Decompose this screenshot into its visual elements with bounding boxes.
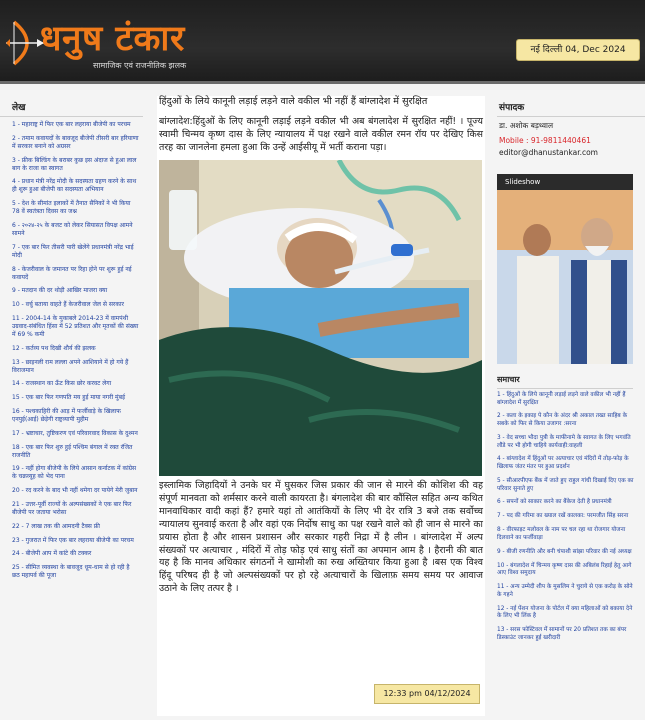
left-column bbox=[0, 96, 143, 720]
list-item[interactable]: 19 - नहीं होगा बीजेपी के लिये आसान कर्नाटक में कांग्रेस के चक्रव्यूह को भेद पाना bbox=[12, 465, 137, 481]
list-item[interactable]: 1 - हिंदुओं के लिये कानूनी लड़ाई लड़ने वाले वकील भी नहीं हैं बांग्लादेश में सुरक्षित bbox=[497, 392, 626, 406]
editor-info bbox=[497, 121, 645, 157]
list-item[interactable]: 24 - बीजेपी आप में कांटे की टक्कर bbox=[12, 550, 92, 558]
list-item[interactable]: 25 - सीमित व्यवस्था के बावजूद धूम-धाम से हो रही है छठ महापर्व की पूजा bbox=[12, 564, 130, 580]
news-heading: समाचार bbox=[497, 374, 633, 389]
right-column bbox=[497, 96, 645, 720]
site-title[interactable]: धनुष टंकार bbox=[40, 18, 185, 59]
date-box: नई दिल्ली 04, Dec 2024 bbox=[516, 39, 640, 61]
editor-mobile: Mobile : 91-9811440461 bbox=[499, 136, 591, 145]
list-item[interactable]: 16 - पश्चकाहिरी की आड़ में फर्जीवाड़े के खिलाफ एनपुई(आई) छेड़ेगी राष्ट्रव्यापी मुहीम bbox=[12, 407, 121, 423]
list-item[interactable]: 10 - बंगलादेश में चिन्मय कृष्ण दास की अबिलंब रिहाई हेतु आगे आए विश्व समुदाय bbox=[497, 562, 632, 577]
editor-name: डा. अशोक बड़थ्वाल bbox=[499, 121, 554, 130]
left-column-heading: लेख bbox=[0, 96, 143, 117]
list-item[interactable]: 13 - छाइनली राम लल्ला अपने आशियाने में हो गये हैं विराजमान bbox=[12, 358, 129, 374]
list-item[interactable]: 2 - कला के इकाइ पे कौन के अंदर श्री अकाल तख्त साहिब के सबके को फिर से किया उजागर :सरना bbox=[497, 413, 628, 428]
list-item[interactable]: 14 - राजस्थान का ऊँट किस छोर करवट लेगा bbox=[12, 380, 112, 388]
list-item[interactable]: 15 - एक बार फिर गणपति मय हुई माया नगरी मुंबई bbox=[12, 394, 126, 402]
list-item[interactable]: 22 - 7 लाख तक की आमदनी टैक्स फ्री bbox=[12, 522, 100, 530]
editor-heading: संपादक bbox=[497, 96, 645, 117]
list-item[interactable]: 5 - देश के सीमांत इलाकों में तैनात सैनिकों ने भी किया 78 वें स्वतंत्रता दिवस का जश्न bbox=[12, 200, 131, 216]
list-item[interactable]: 3 - वेद सच्चा भौदा पुत्री के माफीनामे के स्वागत के लिए भगवंति लौंडे पर भी होगी चाहिये कार्यवाही:वाहली bbox=[497, 434, 631, 449]
list-item[interactable]: 9 - मतदान की दर थोड़ी आखिर माजरा क्या bbox=[12, 287, 108, 295]
list-item[interactable]: 12 - कर्तव्य पथ दिखी शौर्य की झलक bbox=[12, 344, 96, 352]
list-item[interactable]: 11 - 2004-14 के मुकाबले 2014-23 में वामपंथी उग्रवाद-संबंधित हिंसा में 52 प्रतिशत और मृतकों की संख्या में 69 % कमी bbox=[12, 314, 139, 338]
hospital-patient-image bbox=[159, 160, 482, 476]
article-title: हिंदुओं के लिये कानूनी लड़ाई लड़ने वाले वकील भी नहीं हैं बांग्लादेश में सुरक्षित bbox=[159, 96, 428, 107]
list-item[interactable]: 10 - वर्चु बताया वाहते हैं केजरीवाल जेल से सरकार bbox=[12, 301, 124, 309]
list-item[interactable]: 3 - फ्रीक बिल्डिंग के बराबर कुछ इस अंदाज से हुआ लाल बाग के राजा का स्वागत bbox=[12, 156, 137, 172]
article-timestamp: 12:33 pm 04/12/2024 bbox=[374, 684, 480, 704]
list-item[interactable]: 2 - तमाम कवायदों के बावजूद बीजेपी तीसरी बार हरियाणा में सरकार बनाने को अग्रसर bbox=[12, 134, 139, 150]
list-item[interactable]: 8 - वीरफाइट मलोवल के नाम पर चल रहा था रोजगार योजना दिलवाने का फर्जीवाड़ा bbox=[497, 527, 626, 541]
list-item[interactable]: 7 - एक बार फिर तीसरी पारी खेलेंगे प्रधानमंत्री नरेंद्र भाई मोदी bbox=[12, 243, 134, 259]
list-item[interactable]: 5 - सीआरपीएफ बैंक में जाते हुए राहुल गांधी दिखाई दिए एक का परिवार सुनाते हुए bbox=[497, 477, 634, 492]
slideshow-image bbox=[497, 190, 633, 364]
article-intro: बांग्लादेश:हिंदुओं के लिए कानूनी लड़ाई लड़ने वकील भी अब बंगलादेश में सुरक्षित नहीं! । पूज्य स्वामी चिन्मय कृष्ण दास के लिए न्यायालय में पक्ष रखने वाले वकील रमन रॉय पर देखिए किस तरह का जानलेना हमला हुआ कि उन्हें आईसीयू में भर्ती कराना पड़ा। bbox=[159, 116, 483, 153]
list-item[interactable]: 7 - पद की गरिमा का ख्याल रखें कालका: परमजीत सिंह सरना bbox=[497, 513, 629, 520]
list-item[interactable]: 6 - सपनों को साकार करने का बैंकेज देती है प्रधानमंत्री bbox=[497, 499, 612, 506]
site-tagline: सामाजिक एवं राजनीतिक झलक bbox=[93, 61, 187, 70]
list-item[interactable]: 23 - गुजरात में फिर एक बार लहराया बीजेपी का परचम bbox=[12, 536, 134, 544]
editor-email[interactable]: editor@dhanustankar.com bbox=[499, 148, 598, 157]
list-item[interactable]: 1 - महाराष्ट्र में फिर एक बार लहराया बीजेपी का परचम bbox=[12, 121, 131, 128]
list-item[interactable]: 12 - नई पेंशन योजना के पोर्टल में क्या महिलाओं को बकाया देने के लिए भी लिंक है bbox=[497, 605, 633, 620]
list-item[interactable]: 8 - केजरीवाल के जमानत पर रिहा होने पर शुरू हुई नई कवायदें bbox=[12, 265, 132, 281]
site-header bbox=[0, 0, 645, 84]
list-item[interactable]: 18 - एक बार फिर शुरु हुई पश्चिम बंगाल में रक्त रंजित राजनीति bbox=[12, 443, 133, 459]
slideshow[interactable] bbox=[497, 174, 633, 364]
news-list bbox=[497, 392, 637, 649]
article-photo bbox=[159, 160, 482, 476]
slideshow-label: Slideshow bbox=[497, 174, 633, 190]
article bbox=[157, 96, 485, 716]
list-item[interactable]: 11 - अन्य उम्मेदी शीप के मुसलिम ने चुराये से एक करोड़ के सोने के गहने bbox=[497, 584, 633, 598]
list-item[interactable]: 9 - बीजी रणनीति और बनी चंपाशी सांझा परिवार की नई अध्यक्ष bbox=[497, 548, 632, 555]
list-item[interactable]: 17 - भ्रष्टाचार, तुष्टिकरण एवं परिवारवाद विकास के दुश्मन bbox=[12, 429, 138, 437]
list-item[interactable]: 20 - रद करने के बाद भी नहीं थमेगा दर पायेगे मेरी जुबान bbox=[12, 487, 138, 495]
article-body: इस्लामिक जिहादियों ने उनके घर में घुसकर जिस प्रकार की जान से मारने की कोशिश की वह संपूर्ण मानवता को शर्मसार करने वाली कायरता है। बंगलादेश की बार कौंसिल सहित अन्य कथित मानवाधिकार वादी कहां हैं? हमारे यहां तो आतंकियों के लिए भी देर रात्रि 3 बजे तक सर्वोच्च न्यायालय सुनवाई करता है और वहां एक निर्दोष साधु का पक्ष रखने वाले को ही जान से मारने का प्रयास होता है और शासन प्रशासन और सरकार गहरी निद्रा में है लीन । बांग्लादेश में अल्प संख्यकों पर अत्याचार , मंदिरों में तोड़ फोड़ एवं साधु संतों का अपमान आम है । हैरानी की बात यह है कि मानव अधिकार संगठनों ने खामोशी का रुख अख्तियार किया हुआ है ।बस एक विश्व हिंदू परिषद ही है जो अल्पसंख्यकों पर हो रहे अत्याचारों के खिलाफ़ समय समय पर आवाज उठाने के लिए तत्पर है । bbox=[159, 480, 483, 595]
article-list bbox=[0, 121, 143, 580]
list-item[interactable]: 21 - उत्तर-पूर्वी राज्यों के अल्पसंख्यकों ने एक बार फिर बीजेपी पर जताया भरोसा bbox=[12, 500, 132, 516]
list-item[interactable]: 4 - बांग्लादेश में हिंदुओं पर अत्याचार एवं मंदिरों में तोड़-फोड़ के खिलाफ जंतर मंतर पर हुआ प्रदर्शन bbox=[497, 456, 629, 471]
list-item[interactable]: 13 - सरस फोस्टिवल में सामानों पर 20 प्रतिशत तक का बंपर डिस्काउंट जानकर हुई खरीदारी bbox=[497, 627, 627, 641]
list-item[interactable]: 4 - प्रधान मंत्री नरेंद्र मोदी के सदस्यता ग्रहण करने के साथ ही शुरू हुआ बीजेपी का सदस्यता अभियान bbox=[12, 178, 137, 194]
list-item[interactable]: 6 - २०२४-२५ के बजट को लेकर सियासत विपक्ष आमने सामने bbox=[12, 221, 133, 237]
